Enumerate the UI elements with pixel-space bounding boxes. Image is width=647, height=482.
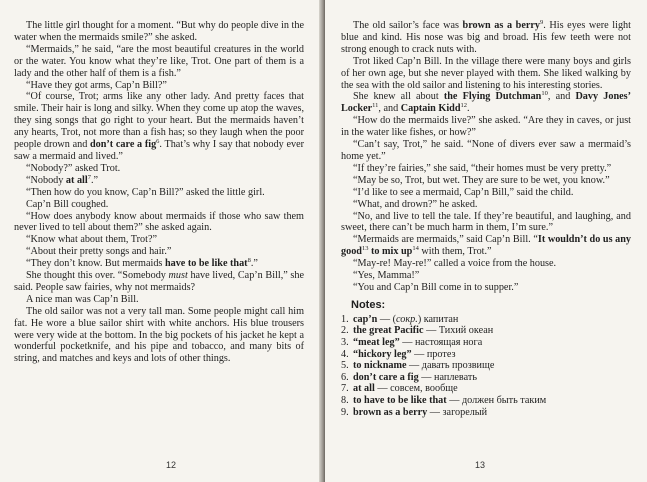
note-text — [353, 349, 631, 361]
text-run: — давать прозвище — [406, 360, 495, 372]
text-run: — совсем, вообще — [374, 383, 458, 395]
paragraph — [14, 294, 304, 306]
footnote-marker: 13 — [361, 245, 369, 253]
footnote-marker: 14 — [412, 245, 419, 253]
note-item — [341, 407, 631, 419]
text-run: She knew all about — [353, 91, 444, 103]
text-run: — протез — [411, 348, 456, 360]
footnote-marker: 10 — [541, 90, 548, 98]
footnote-marker: 7 — [87, 173, 91, 181]
text-run: , and — [547, 91, 576, 103]
text-run: .” — [250, 258, 258, 270]
bold-phrase: to nickname — [353, 360, 407, 372]
paragraph — [14, 234, 304, 246]
right-page — [325, 0, 647, 482]
note-item — [341, 337, 631, 349]
text-run: “What, and drown?” he asked. — [353, 198, 478, 210]
text-run: “Have they got arms, Cap’n Bill?” — [26, 79, 167, 91]
bold-phrase: Davy Jones’ Locker — [341, 91, 631, 115]
paragraph — [341, 234, 631, 258]
text-run: — настоящая нога — [399, 336, 483, 348]
note-item — [341, 372, 631, 384]
text-run: “You and Cap’n Bill come in to supper.” — [353, 281, 519, 293]
text-run: “May-re! May-re!” called a voice from the house. — [353, 258, 557, 270]
bold-phrase: have to be like that — [164, 258, 248, 270]
left-page-text — [14, 20, 304, 365]
paragraph — [341, 20, 631, 56]
note-text — [353, 325, 631, 337]
bold-phrase: at all — [65, 174, 88, 186]
text-run: , and — [378, 103, 401, 115]
text-run: The old sailor was not a very tall man. Some people might call him fat. He wore a blue sailor shirt with white anchors. His blue trousers were very wide at the bottom. In the big pockets of his jacket he kept a wonderful pocketknife, and his pipe and tobacco, and many bits of string, and matches and keys and lots of other things. — [14, 305, 304, 365]
text-run: “Mermaids are mermaids,” said Cap’n Bill. “ — [353, 234, 538, 246]
paragraph — [341, 270, 631, 282]
note-text — [353, 372, 631, 384]
note-number: 9. — [341, 406, 349, 418]
text-run: A nice man was Cap’n Bill. — [26, 293, 139, 305]
note-number: 1. — [341, 313, 349, 325]
bold-phrase: It wouldn’t do us any good — [341, 234, 632, 258]
notes-heading: Notes: — [351, 298, 386, 311]
text-run: “Can’t say, Trot,” he said. “None of divers ever saw a mermaid’s home yet.” — [341, 139, 631, 162]
note-text — [353, 395, 631, 407]
bold-phrase: Captain Kidd — [400, 103, 461, 115]
paragraph — [341, 163, 631, 175]
text-run: “Nobody — [26, 174, 66, 186]
footnote-marker: 12 — [460, 102, 467, 110]
left-page — [0, 0, 322, 482]
footnote-marker: 8 — [247, 257, 251, 265]
bold-phrase: “hickory leg” — [353, 348, 412, 360]
note-number: 5. — [341, 360, 349, 372]
text-run: “Know what about them, Trot?” — [26, 234, 158, 246]
text-run: “Nobody?” asked Trot. — [26, 162, 121, 174]
bold-phrase: cap’n — [353, 313, 378, 325]
bold-phrase: to have to be like that — [353, 394, 447, 406]
paragraph — [14, 199, 304, 211]
note-item — [341, 360, 631, 372]
text-run: “How does anybody know about mermaids if those who saw them never lived to tell about them?” she asked again. — [14, 210, 304, 234]
paragraph — [14, 211, 304, 235]
text-run: The old sailor’s face was — [353, 20, 463, 31]
paragraph — [14, 258, 304, 270]
text-run: “Yes, Mamma!” — [353, 270, 420, 282]
bold-phrase: at all — [353, 383, 375, 395]
text-run: “No, and live to tell the tale. If they’re beautiful, and laughing, and sweet, there can’t be much harm in them, I’m sure.” — [341, 210, 631, 234]
note-item — [341, 395, 631, 407]
text-run: “Mermaids,” he said, “are the most beautiful creatures in the world or the water. You know what they’re like, Trot. One part of them is a lady and the other half of them is a fish.” — [14, 43, 304, 79]
text-run: “Then how do you know, Cap’n Bill?” asked the little girl. — [26, 186, 265, 198]
note-text — [353, 383, 631, 395]
bold-phrase: the Flying Dutchman — [443, 91, 542, 103]
footnote-marker: 11 — [372, 102, 379, 110]
text-run: “Of course, Trot; arms like any other lady. And pretty faces that smile. Their hair is long and silky. When they come up atop the waves, they sing songs that go right to your heart. But the mermaids haven’t any hearts, Trot, not more than a fish has; so they laugh when the poor people drown and — [14, 91, 304, 151]
paragraph — [341, 211, 631, 235]
text-run: have lived, Cap’n Bill,” she said. People saw fairies, why not mermaids? — [14, 270, 304, 293]
paragraph — [14, 306, 304, 366]
paragraph — [341, 199, 631, 211]
text-run: .” — [90, 174, 99, 186]
text-run: “They don’t know. But mermaids — [26, 258, 165, 270]
footnote-marker: 9 — [540, 19, 544, 26]
paragraph — [341, 115, 631, 139]
paragraph — [14, 246, 304, 258]
paragraph — [14, 175, 304, 187]
page-number-right: 13 — [475, 460, 486, 470]
text-run: “May be so, Trot, but wet. They are sure to be wet, you know.” — [353, 174, 610, 186]
paragraph — [341, 187, 631, 199]
text-run: “About their pretty songs and hair.” — [26, 246, 172, 258]
italic-phrase: сокр. — [396, 313, 418, 325]
text-run: Cap’n Bill coughed. — [26, 198, 109, 210]
note-item — [341, 349, 631, 361]
paragraph — [14, 44, 304, 80]
bold-phrase: “meat leg” — [353, 336, 400, 348]
note-text — [353, 407, 631, 419]
footnote-marker: 6 — [156, 138, 160, 146]
bold-phrase: don’t care a fig — [89, 139, 157, 151]
paragraph — [14, 187, 304, 199]
text-run: — ( — [377, 313, 397, 325]
paragraph — [14, 270, 304, 294]
note-text — [353, 360, 631, 372]
italic-phrase: must — [168, 270, 188, 282]
bold-phrase: don’t care a fig — [353, 371, 419, 383]
text-run: — должен быть таким — [446, 394, 547, 406]
note-item — [341, 383, 631, 395]
note-number: 3. — [341, 336, 349, 348]
paragraph — [341, 258, 631, 270]
note-number: 4. — [341, 348, 349, 360]
text-run: with them, Trot.” — [418, 246, 492, 258]
note-number: 8. — [341, 394, 349, 406]
paragraph — [14, 20, 304, 44]
text-run: “If they’re fairies,” she said, “their homes must be very pretty.” — [353, 162, 612, 174]
bold-phrase: to mix up — [371, 246, 413, 258]
note-number: 2. — [341, 325, 349, 337]
text-run: She thought this over. “Somebody — [26, 270, 169, 282]
text-run: “I’d like to see a mermaid, Cap’n Bill,” said the child. — [353, 186, 574, 198]
note-number: 6. — [341, 371, 349, 383]
note-item — [341, 325, 631, 337]
paragraph — [341, 139, 631, 163]
paragraph — [14, 80, 304, 92]
paragraph — [341, 56, 631, 92]
text-run: — наплевать — [418, 371, 477, 383]
text-run: — загорелый — [427, 406, 488, 418]
paragraph — [341, 175, 631, 187]
note-number: 7. — [341, 383, 349, 395]
paragraph — [341, 91, 631, 115]
right-page-body — [341, 20, 631, 294]
notes-list — [341, 314, 631, 418]
right-page-text — [341, 20, 631, 418]
text-run: “How do the mermaids live?” she asked. “Are they in caves, or just in the water like fishes, or how?” — [341, 115, 631, 139]
paragraph — [14, 91, 304, 162]
bold-phrase: brown as a berry — [462, 20, 540, 31]
bold-phrase: brown as a berry — [353, 406, 428, 418]
text-run: — Тихий океан — [423, 325, 494, 337]
paragraph — [341, 282, 631, 294]
text-run: ) капитан — [417, 313, 459, 325]
text-run: The little girl thought for a moment. “But why do people dive in the water when the mermaids smile?” she asked. — [14, 20, 304, 43]
note-text — [353, 314, 631, 326]
text-run: . His eyes were light blue and kind. His nose was big and broad. His few teeth were not strong enough to crack nuts with. — [341, 20, 631, 55]
text-run: Trot liked Cap’n Bill. In the village there were many boys and girls of her own age, but she never played with them. She liked walking by the sea with the old sailor and listening to his interesting stories. — [341, 55, 631, 91]
page-number-left: 12 — [166, 460, 177, 470]
note-item — [341, 314, 631, 326]
bold-phrase: the great Pacific — [353, 325, 424, 337]
note-text — [353, 337, 631, 349]
paragraph — [14, 163, 304, 175]
text-run: . — [466, 103, 470, 115]
text-run: . That’s why I say that nobody ever saw a mermaid and lived.” — [14, 139, 304, 162]
